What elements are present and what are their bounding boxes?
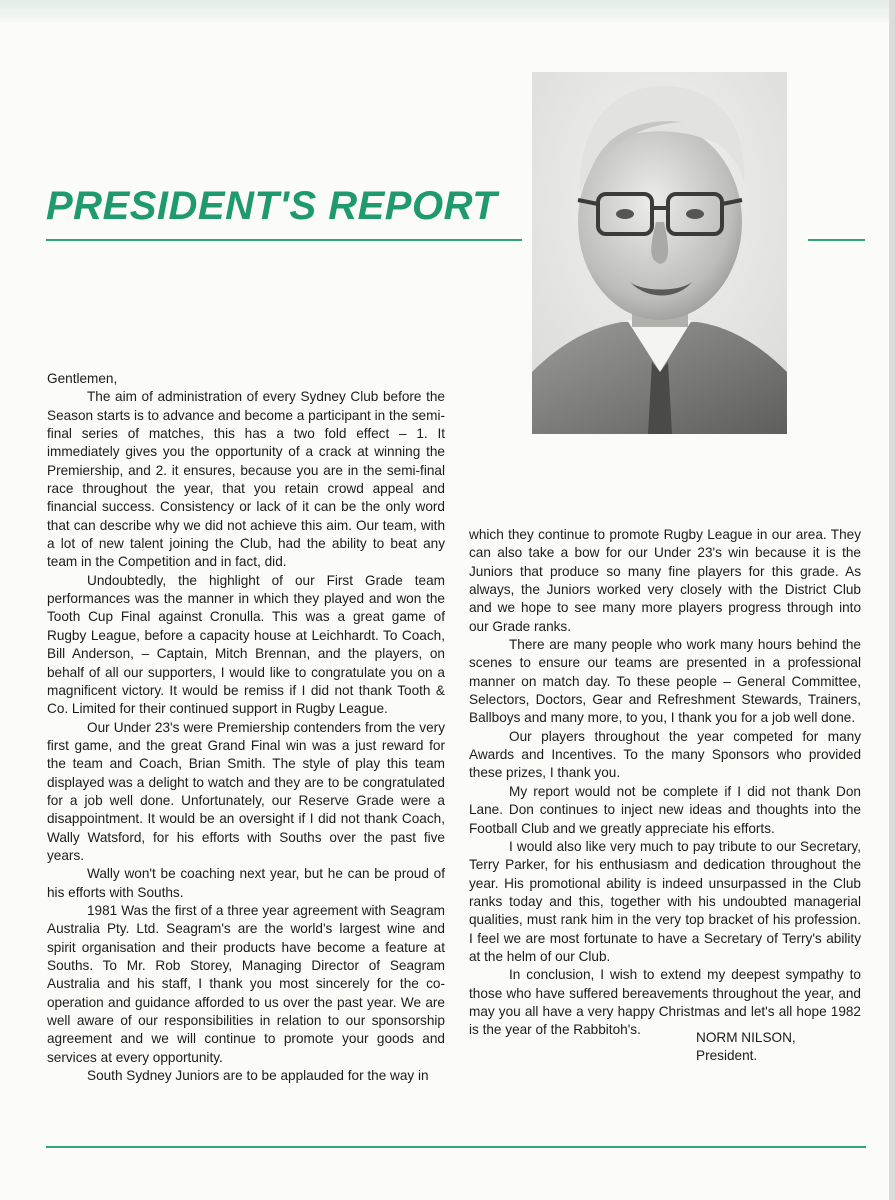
president-portrait-photo [532,72,787,434]
letter-paragraph: The aim of administration of every Sydney Club before the Season starts is to advance and become a participant in the semi-final series of matches, this has a two fold effect – 1. It immediately gives you the opportunity of a crack at winning the Premiership, and 2. it ensures, because you are in the semi-final race throughout the year, that you retain crowd appeal and financial success. Consistency or lack of it can be the only word that can describe why we did not achieve this aim. Our team, with a lot of new talent joining the Club, had the ability to beat any team in the Competition and in fact, did. [47,389,445,570]
letter-paragraph: Our players throughout the year competed for many Awards and Incentives. To the many Sponsors who provided these prizes, I thank you. [469,728,861,781]
letter-signoff [696,1029,796,1066]
page-top-strip [0,0,895,22]
letter-salutation: Gentlemen, [47,371,118,386]
letter-paragraph: South Sydney Juniors are to be applauded for the way in [87,1068,429,1084]
letter-paragraph: I would also like very much to pay tribute to our Secretary, Terry Parker, for his enthusiasm and dedication throughout the year. His promotional ability is indeed unsurpassed in the Club ranks today and this, together with his undoubted managerial qualities, must rank him in the very top bracket of his profession. I feel we are most fortunate to have a Secretary of Terry's ability at the helm of our Club. [469,838,861,964]
footer-divider [46,1146,866,1148]
letter-left-column [47,370,445,1085]
signature-title: President. [696,1048,758,1064]
letter-paragraph: 1981 Was the first of a three year agreement with Seagram Australia Pty. Ltd. Seagram's are the world's largest wine and spirit organisation and their products have become a feature at Souths. To Mr. Rob Storey, Managing Director of Seagram Australia and his staff, I thank you most sincerely for the co-operation and guidance afforded to us over the past year. We are well aware of our responsibilities in relation to our sponsorship agreement and we will continue to promote your goods and services at every opportunity. [47,902,445,1065]
letter-paragraph: In conclusion, I wish to extend my deepest sympathy to those who have suffered bereavements throughout the year, and may you all have a very happy Christmas and let's all hope 1982 is the year of the Rabbitoh's. [469,967,861,1038]
letter-paragraph: Our Under 23's were Premiership contenders from the very first game, and the great Grand Final win was a just reward for the team and Coach, Brian Smith. The style of play this team displayed was a delight to watch and they are to be congratulated for a job well done. Unfortunately, our Reserve Grade were a disappointment. It would be an oversight if I did not thank Coach, Wally Watsford, for his efforts with Souths over the past five years. [47,719,445,863]
page-edge [889,0,895,1200]
letter-right-column [469,526,861,1040]
letter-paragraph: Wally won't be coaching next year, but he can be proud of his efforts with Souths. [47,866,445,900]
letter-paragraph: My report would not be complete if I did not thank Don Lane. Don continues to inject new ideas and thoughts into the Football Club and we greatly appreciate his efforts. [469,783,861,836]
letter-paragraph: which they continue to promote Rugby League in our area. They can also take a bow for our Under 23's win because it is the Juniors that produce so many fine players for this grade. As always, the Juniors worked very closely with the District Club and we hope to see many more players progress through into our Grade ranks. [469,527,861,634]
page-title: PRESIDENT'S REPORT [46,184,498,228]
letter-paragraph: Undoubtedly, the highlight of our First Grade team performances was the manner in which they played and won the Tooth Cup Final against Cronulla. This was a great game of Rugby League, before a capacity house at Leichhardt. To Coach, Bill Anderson, – Captain, Mitch Brennan, and the players, on behalf of all our supporters, I would like to congratulate you on a magnificent victory. It would be remiss if I did not thank Tooth & Co. Limited for their continued support in Rugby League. [47,572,445,717]
letter-paragraph: There are many people who work many hours behind the scenes to ensure our teams are presented in a professional manner on match day. To these people – General Committee, Selectors, Doctors, Gear and Refreshment Stewards, Trainers, Ballboys and many more, to you, I thank you for a job well done. [469,637,861,726]
title-divider-left [46,239,522,241]
title-divider-right [808,239,865,241]
signature-name: NORM NILSON, [696,1030,796,1045]
portrait-image [532,72,787,434]
